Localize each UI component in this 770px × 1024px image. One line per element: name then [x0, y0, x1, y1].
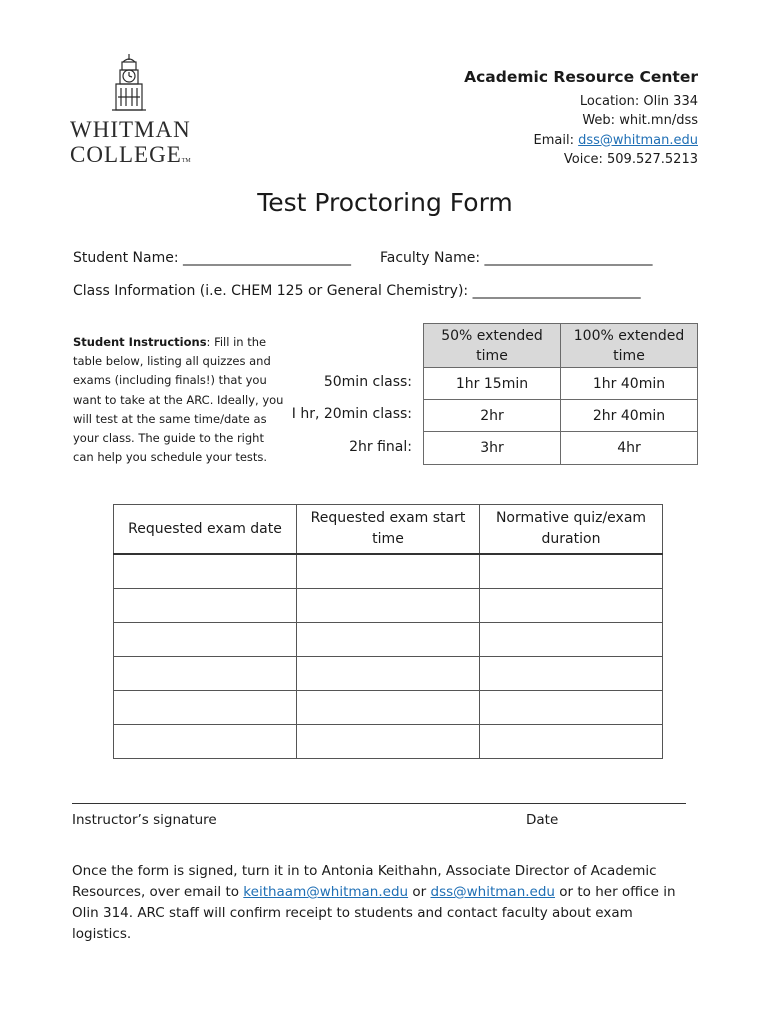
date-label: Date	[526, 812, 559, 828]
guide-header-100: 100% extended time	[561, 324, 698, 368]
whitman-college-logo	[70, 52, 210, 172]
guide-cell: 4hr	[561, 432, 698, 465]
duration-cell[interactable]	[480, 725, 663, 759]
instructions-heading: Student Instructions	[73, 335, 207, 349]
student-instructions	[73, 333, 288, 467]
arc-email-link[interactable]: dss@whitman.edu	[578, 132, 698, 148]
duration-cell[interactable]	[480, 623, 663, 657]
dss-email-link[interactable]: dss@whitman.edu	[430, 884, 555, 900]
student-name-field[interactable]: Student Name: ________________________	[73, 250, 352, 266]
extended-time-guide-table	[423, 323, 698, 465]
guide-row-label: 2hr final:	[349, 439, 412, 455]
column-header-exam-date: Requested exam date	[114, 505, 297, 555]
exam-date-cell[interactable]	[114, 657, 297, 691]
arc-location: Location: Olin 334	[579, 93, 698, 109]
arc-title: Academic Resource Center	[464, 68, 698, 86]
logo-word-college: COLLEGETM	[70, 142, 191, 167]
column-header-duration: Normative quiz/exam duration	[480, 505, 663, 555]
guide-header-50: 50% extended time	[424, 324, 561, 368]
duration-cell[interactable]	[480, 657, 663, 691]
guide-cell: 1hr 15min	[424, 368, 561, 400]
table-row	[114, 657, 663, 691]
start-time-cell[interactable]	[297, 589, 480, 623]
duration-cell[interactable]	[480, 589, 663, 623]
start-time-cell[interactable]	[297, 691, 480, 725]
arc-web: Web: whit.mn/dss	[582, 113, 698, 128]
logo-word-whitman: WHITMAN	[70, 117, 191, 142]
request-table-body	[114, 554, 663, 759]
table-row	[114, 589, 663, 623]
guide-row-label: I hr, 20min class:	[291, 406, 412, 422]
exam-date-cell[interactable]	[114, 589, 297, 623]
duration-cell[interactable]	[480, 554, 663, 589]
submission-instructions: Once the form is signed, turn it in to Antonia Keithahn, Associate Director of Academic Resources, over email to keithaam@whitman.edu or dss@whitman.edu or to her office in Olin 314. ARC staff will confirm receipt to students and contact faculty about exam logistics.	[72, 863, 676, 942]
guide-cell: 1hr 40min	[561, 368, 698, 400]
arc-voice: Voice: 509.527.5213	[563, 152, 698, 167]
page-title: Test Proctoring Form	[257, 188, 513, 217]
table-row	[114, 554, 663, 589]
start-time-cell[interactable]	[297, 725, 480, 759]
clock-tower-icon	[106, 52, 152, 114]
start-time-cell[interactable]	[297, 657, 480, 691]
column-header-start-time: Requested exam start time	[297, 505, 480, 555]
exam-date-cell[interactable]	[114, 725, 297, 759]
duration-cell[interactable]	[480, 691, 663, 725]
exam-date-cell[interactable]	[114, 691, 297, 725]
exam-date-cell[interactable]	[114, 623, 297, 657]
keithahn-email-link[interactable]: keithaam@whitman.edu	[243, 884, 409, 900]
table-row	[114, 623, 663, 657]
guide-cell: 2hr	[424, 400, 561, 432]
arc-email-line: Email: dss@whitman.edu	[533, 132, 698, 148]
guide-row-label: 50min class:	[323, 374, 412, 390]
guide-cell: 2hr 40min	[561, 400, 698, 432]
table-row	[114, 691, 663, 725]
instructions-text: : Fill in the table below, listing all quizzes and exams (including finals!) that you want to take at the ARC. Ideally, you will test at the same time/date as your class. The guide to the right can help you schedule your tests.	[73, 335, 284, 465]
table-row	[114, 725, 663, 759]
instructor-signature-label: Instructor’s signature	[72, 812, 217, 828]
class-information-field[interactable]: Class Information (i.e. CHEM 125 or General Chemistry): ________________________	[73, 283, 641, 299]
faculty-name-field[interactable]: Faculty Name: ________________________	[380, 250, 653, 266]
signature-line[interactable]	[72, 803, 686, 804]
exam-date-cell[interactable]	[114, 554, 297, 589]
exam-request-table	[113, 504, 663, 759]
guide-cell: 3hr	[424, 432, 561, 465]
start-time-cell[interactable]	[297, 623, 480, 657]
arc-contact-block	[464, 68, 698, 170]
start-time-cell[interactable]	[297, 554, 480, 589]
